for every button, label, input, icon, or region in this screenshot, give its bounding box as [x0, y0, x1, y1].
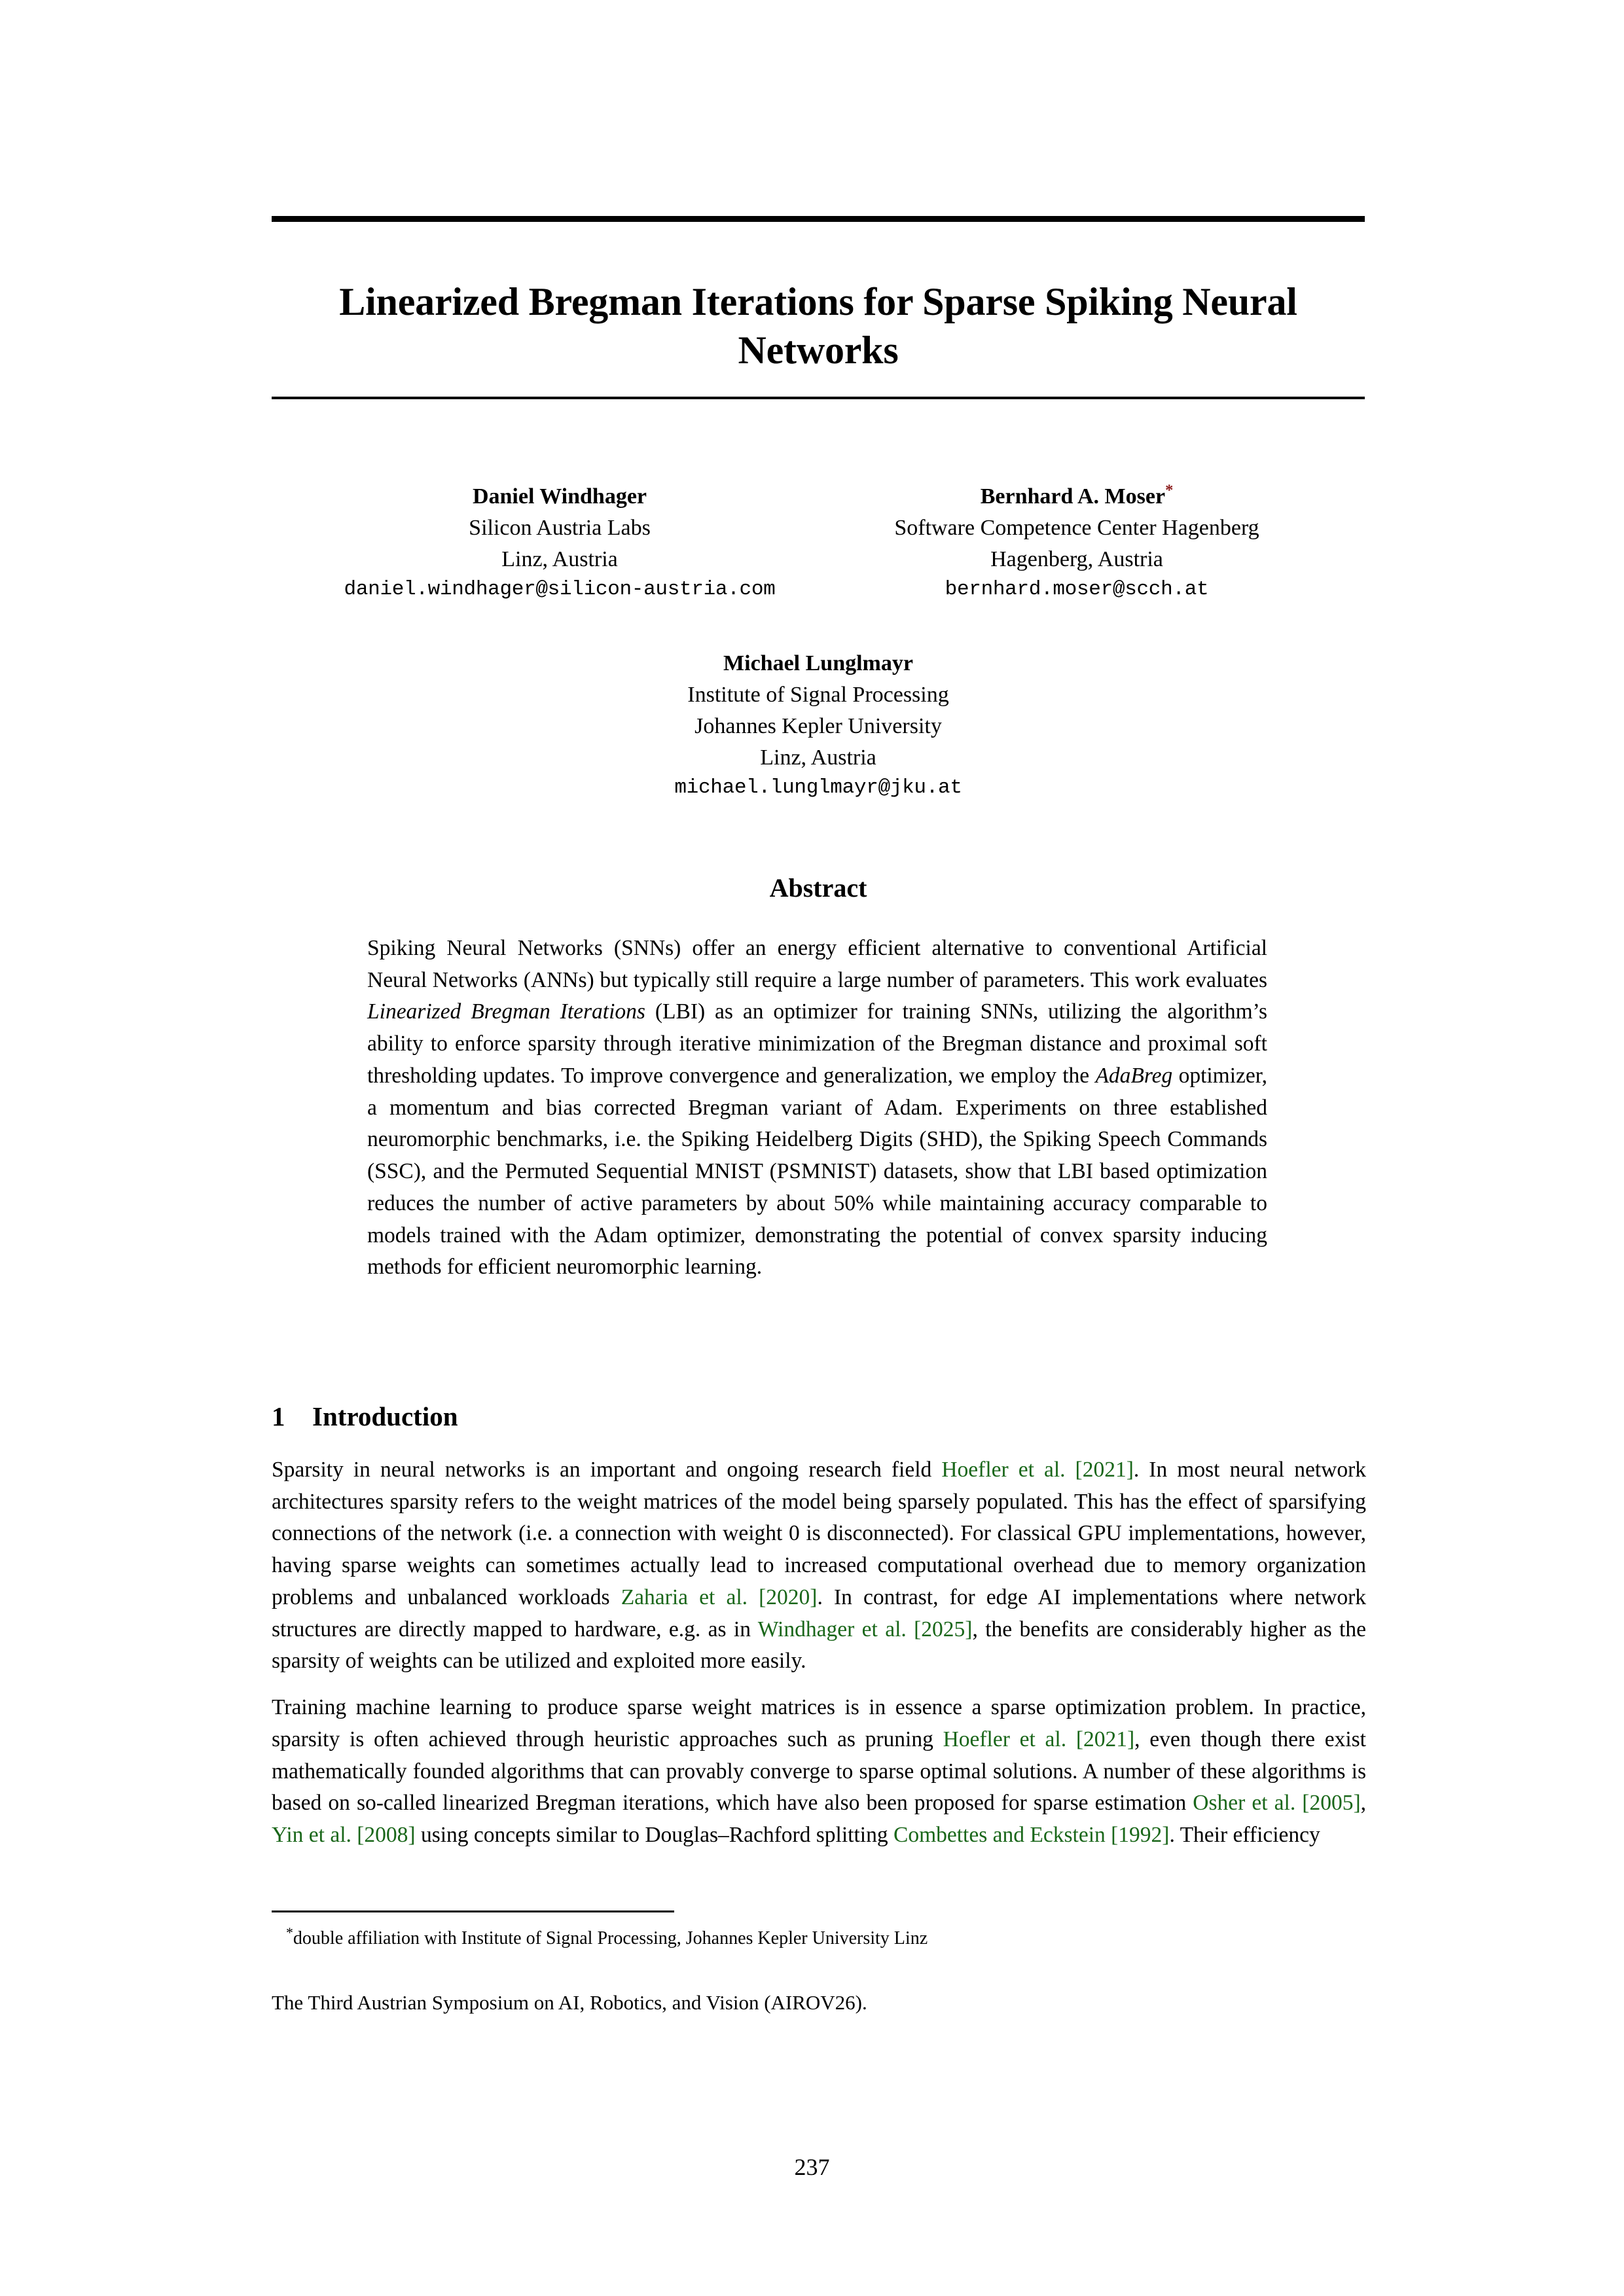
author-location: Linz, Austria [760, 745, 876, 770]
author-email[interactable]: michael.lunglmayr@jku.at [674, 776, 962, 799]
footnote-star-icon: * [286, 1924, 293, 1941]
author-name: Daniel Windhager [472, 484, 647, 509]
author-affiliation: Silicon Austria Labs [469, 515, 651, 540]
author-block-3 [272, 648, 1365, 802]
author-affiliation: Software Competence Center Hagenberg [894, 515, 1259, 540]
abstract-text-4: while maintaining accuracy comparable to models trained with the Adam optimizer, demonstrating the potential of convex sparsity inducing methods for efficient neuromorphic learning. [367, 1191, 1267, 1280]
p1-text-4: , the benefits are considerably higher as the sparsity of weights can be utilized and exploited more easily. [272, 1617, 1366, 1674]
citation-zaharia-2020[interactable]: Zaharia et al. [2020] [621, 1585, 818, 1609]
introduction-body [272, 1454, 1366, 1852]
citation-hoefler-2021[interactable]: Hoefler et al. [2021] [941, 1458, 1134, 1482]
footnote [272, 1926, 1366, 1951]
section-title: Introduction [312, 1401, 458, 1431]
paragraph-1 [272, 1454, 1366, 1677]
author-name [828, 481, 1326, 512]
author-name-text: Bernhard A. Moser [980, 484, 1166, 509]
author-location: Linz, Austria [501, 547, 618, 571]
author-affiliation-2: Johannes Kepler University [695, 713, 942, 738]
abstract-italic-lbi: Linearized Bregman Iterations [367, 999, 645, 1024]
p2-text-3: , [1360, 1791, 1366, 1816]
abstract-italic-adabreg: AdaBreg [1095, 1063, 1173, 1088]
page-number: 237 [794, 2154, 830, 2180]
footnote-separator-rule [272, 1910, 674, 1912]
p2-text-2: , even though there exist mathematically founded algorithms that can provably converge to sparse optimal solutions. A number of these algorithms is based on so-called linearized Bregman iterations, which have also been proposed for sparse estimation [272, 1727, 1366, 1816]
abstract-body [367, 933, 1267, 1283]
author-location: Hagenberg, Austria [990, 547, 1163, 571]
citation-osher-2005[interactable]: Osher et al. [2005] [1193, 1791, 1361, 1816]
paragraph-2 [272, 1692, 1366, 1852]
footnote-text: double affiliation with Institute of Signal Processing, Johannes Kepler University Linz [293, 1928, 928, 1948]
title-rule-bottom [272, 397, 1365, 399]
author-email[interactable]: bernhard.moser@scch.at [945, 577, 1209, 601]
venue-line: The Third Austrian Symposium on AI, Robotics, and Vision (AIROV26). [272, 1991, 867, 2014]
p2-text-1: Training machine learning to produce sparse weight matrices is in essence a sparse optimization problem. In practice, sparsity is often achieved through heuristic approaches such as pruning [272, 1695, 1366, 1751]
p1-text-1: Sparsity in neural networks is an important and ongoing research field [272, 1458, 942, 1482]
author-block-1 [311, 481, 808, 604]
citation-combettes-eckstein-1992[interactable]: Combettes and Eckstein [1992] [893, 1823, 1170, 1848]
author-block-2 [828, 481, 1326, 604]
p1-text-3: . In contrast, for edge AI implementations where network structures are directly mapped to hardware, e.g. as in [272, 1585, 1367, 1641]
p2-text-5: . Their efficiency [1169, 1823, 1320, 1848]
abstract-math-percent: 50% [833, 1191, 875, 1215]
section-heading-introduction [272, 1401, 1365, 1432]
p2-text-4: using concepts similar to Douglas–Rachford splitting [415, 1823, 893, 1848]
page-title: Linearized Bregman Iterations for Sparse Spiking Neural Networks [339, 280, 1297, 372]
title-rule-top [272, 216, 1365, 222]
author-name: Michael Lunglmayr [723, 651, 913, 675]
p1-text-2: . In most neural network architectures sparsity refers to the weight matrices of the model being sparsely populated. This has the effect of sparsifying connections of the network (i.e. a connection with weight 0 is disconnected). For classical GPU implementations, however, having sparse weights can sometimes actually lead to increased computational overhead due to memory organization problems and unbalanced workloads [272, 1458, 1367, 1609]
author-email[interactable]: daniel.windhager@silicon-austria.com [344, 577, 776, 601]
footnote-marker-icon[interactable]: * [1165, 481, 1174, 499]
citation-hoefler-2021-b[interactable]: Hoefler et al. [2021] [943, 1727, 1135, 1751]
authors-row [272, 481, 1365, 604]
abstract-heading: Abstract [769, 873, 867, 903]
abstract-text-2: (LBI) as an optimizer for training SNNs, utilizing the algorithm’s ability to enforce sparsity through iterative minimization of the Bregman distance and proximal soft thresholding updates. To improve convergence and generalization, we employ the [367, 999, 1267, 1088]
abstract-paragraph [367, 933, 1267, 1283]
abstract-text-1: Spiking Neural Networks (SNNs) offer an energy efficient alternative to conventional Artificial Neural Networks (ANNs) but typically still require a large number of parameters. This work evaluates [367, 936, 1267, 992]
abstract-text-3: optimizer, a momentum and bias corrected Bregman variant of Adam. Experiments on three established neuromorphic benchmarks, i.e. the Spiking Heidelberg Digits (SHD), the Spiking Speech Commands (SSC), and the Permuted Sequential MNIST (PSMNIST) datasets, show that LBI based optimization reduces the number of active parameters by about [367, 1063, 1267, 1215]
author-affiliation: Institute of Signal Processing [687, 682, 949, 707]
citation-windhager-2025[interactable]: Windhager et al. [2025] [757, 1617, 973, 1641]
citation-yin-2008[interactable]: Yin et al. [2008] [272, 1823, 416, 1848]
section-number: 1 [272, 1401, 285, 1431]
